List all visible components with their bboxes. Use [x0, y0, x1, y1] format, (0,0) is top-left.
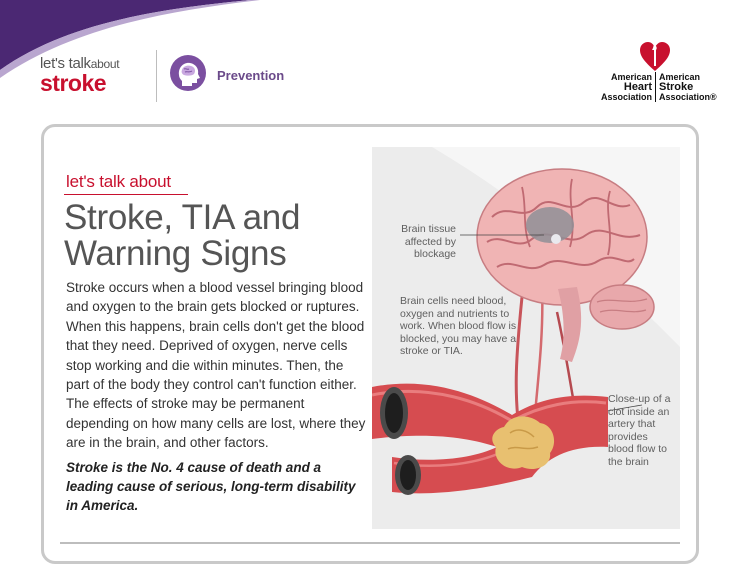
asa-american: American	[659, 72, 701, 82]
brand-lets-talk: let's talk	[40, 55, 91, 72]
label-brain-tissue: Brain tissue affected by blockage	[401, 223, 456, 260]
intro-paragraph: Stroke occurs when a blood vessel bringing blood and oxygen to the brain gets blocked or ruptures. When this happens, brain cells don't get the blood that they need. Deprived of oxygen, nerve cells stop working and die within minutes. Then, the part of the body they control can't function either. The effects of stroke may be permanent depending on how many cells are lost, where they are in the brain, and other factors.	[66, 280, 366, 451]
aha-association: Association	[600, 92, 652, 102]
lets-talk-about-stroke-logo	[40, 56, 150, 94]
heart-torch-icon	[638, 40, 672, 72]
brand-stroke: stroke	[40, 70, 107, 96]
stroke-statistic: Stroke is the No. 4 cause of death and a leading cause of serious, long-term disability in America.	[66, 460, 356, 513]
kicker-lets-talk-about: let's talk about	[66, 172, 171, 191]
title-line-2: Warning Signs	[64, 234, 287, 273]
aha-asa-logo	[588, 40, 718, 104]
head-brain-icon	[170, 55, 206, 91]
bottom-divider	[60, 542, 680, 544]
aha-heart: Heart	[623, 81, 652, 93]
page-title	[64, 200, 374, 272]
aha-american: American	[610, 72, 652, 82]
label-clot: Close-up of a clot inside an artery that provides blood flow to the brain	[608, 393, 671, 468]
kicker-underline	[64, 194, 188, 195]
asa-association: Association	[659, 92, 711, 102]
title-line-1: Stroke, TIA and	[64, 198, 301, 237]
registered-mark: ®	[710, 92, 717, 102]
aha-separator	[655, 72, 656, 102]
brand-about: about	[90, 57, 120, 71]
brain-artery-illustration	[372, 147, 680, 529]
label-brain-cells: Brain cells need blood, oxygen and nutrients to work. When blood flow is blocked, you may have a stroke or TIA.	[400, 295, 517, 357]
asa-stroke: Stroke	[659, 81, 694, 93]
series-label: Prevention	[217, 68, 285, 83]
intro-text	[66, 278, 366, 459]
brand-divider	[156, 50, 157, 102]
